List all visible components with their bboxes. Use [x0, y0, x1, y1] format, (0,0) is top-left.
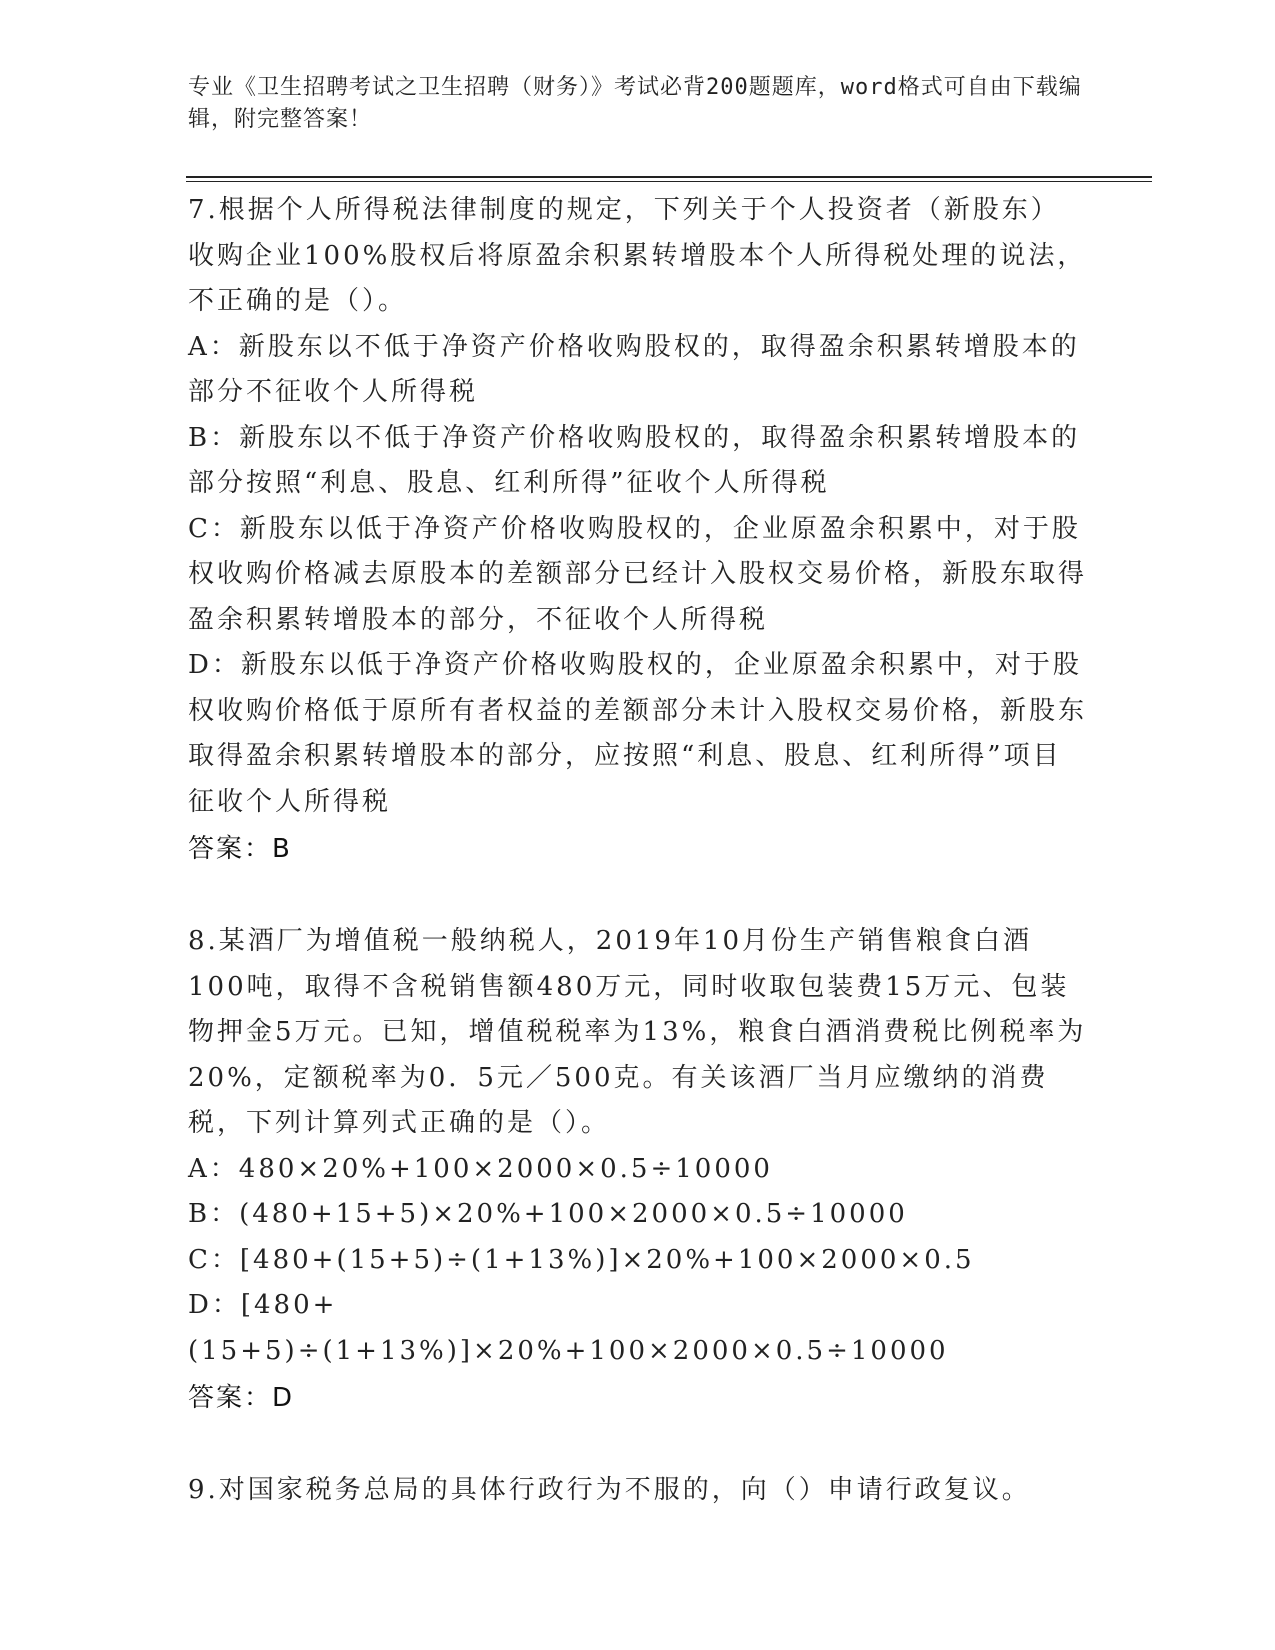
- option-c: C：[480+(15+5)÷(1+13%)]×20%+100×2000×0.5: [188, 1244, 975, 1275]
- question-9: [188, 1468, 1088, 1514]
- question-list: [188, 188, 1088, 1514]
- answer: 答案：B: [188, 834, 292, 864]
- option-a: A：新股东以不低于净资产价格收购股权的，取得盈余积累转增股本的部分不征收个人所得税: [188, 331, 1080, 407]
- answer: 答案：D: [188, 1383, 295, 1413]
- question-stem: 8.某酒厂为增值税一般纳税人，2019年10月份生产销售粮食白酒100吨，取得不含税销售额480万元，同时收取包装费15万元、包装物押金5万元。已知，增值税税率为13%，粮食白酒消费税比例税率为20%，定额税率为0．5元／500克。有关该酒厂当月应缴纳的消费税，下列计算列式正确的是（）。: [188, 926, 1087, 1138]
- question-stem: 7.根据个人所得税法律制度的规定，下列关于个人投资者（新股东）收购企业100%股权后将原盈余积累转增股本个人所得税处理的说法，不正确的是（）。: [188, 195, 1087, 316]
- question-8: [188, 919, 1088, 1422]
- header-rule-thin: [186, 181, 1152, 182]
- option-b: B：(480+15+5)×20%+100×2000×0.5÷10000: [188, 1199, 908, 1229]
- option-b: B：新股东以不低于净资产价格收购股权的，取得盈余积累转增股本的部分按照“利息、股息、红利所得”征收个人所得税: [188, 422, 1081, 498]
- question-stem: 9.对国家税务总局的具体行政行为不服的，向（）申请行政复议。: [188, 1475, 1031, 1505]
- option-d: D：新股东以低于净资产价格收购股权的，企业原盈余积累中，对于股权收购价格低于原所有者权益的差额部分未计入股权交易价格，新股东取得盈余积累转增股本的部分，应按照“利息、股息、红利所得”项目征收个人所得税: [188, 650, 1088, 817]
- option-a: A：480×20%+100×2000×0.5÷10000: [188, 1153, 773, 1184]
- question-7: [188, 188, 1088, 873]
- header-rule-thick: [186, 176, 1152, 178]
- document-header: 专业《卫生招聘考试之卫生招聘（财务）》考试必背200题题库，word格式可自由下载编辑，附完整答案！: [188, 75, 1082, 132]
- option-c: C：新股东以低于净资产价格收购股权的，企业原盈余积累中，对于股权收购价格减去原股本的差额部分已经计入股权交易价格，新股东取得盈余积累转增股本的部分，不征收个人所得税: [188, 513, 1088, 635]
- option-d: D：[480+(15+5)÷(1+13%)]×20%+100×2000×0.5÷10000: [188, 1290, 949, 1366]
